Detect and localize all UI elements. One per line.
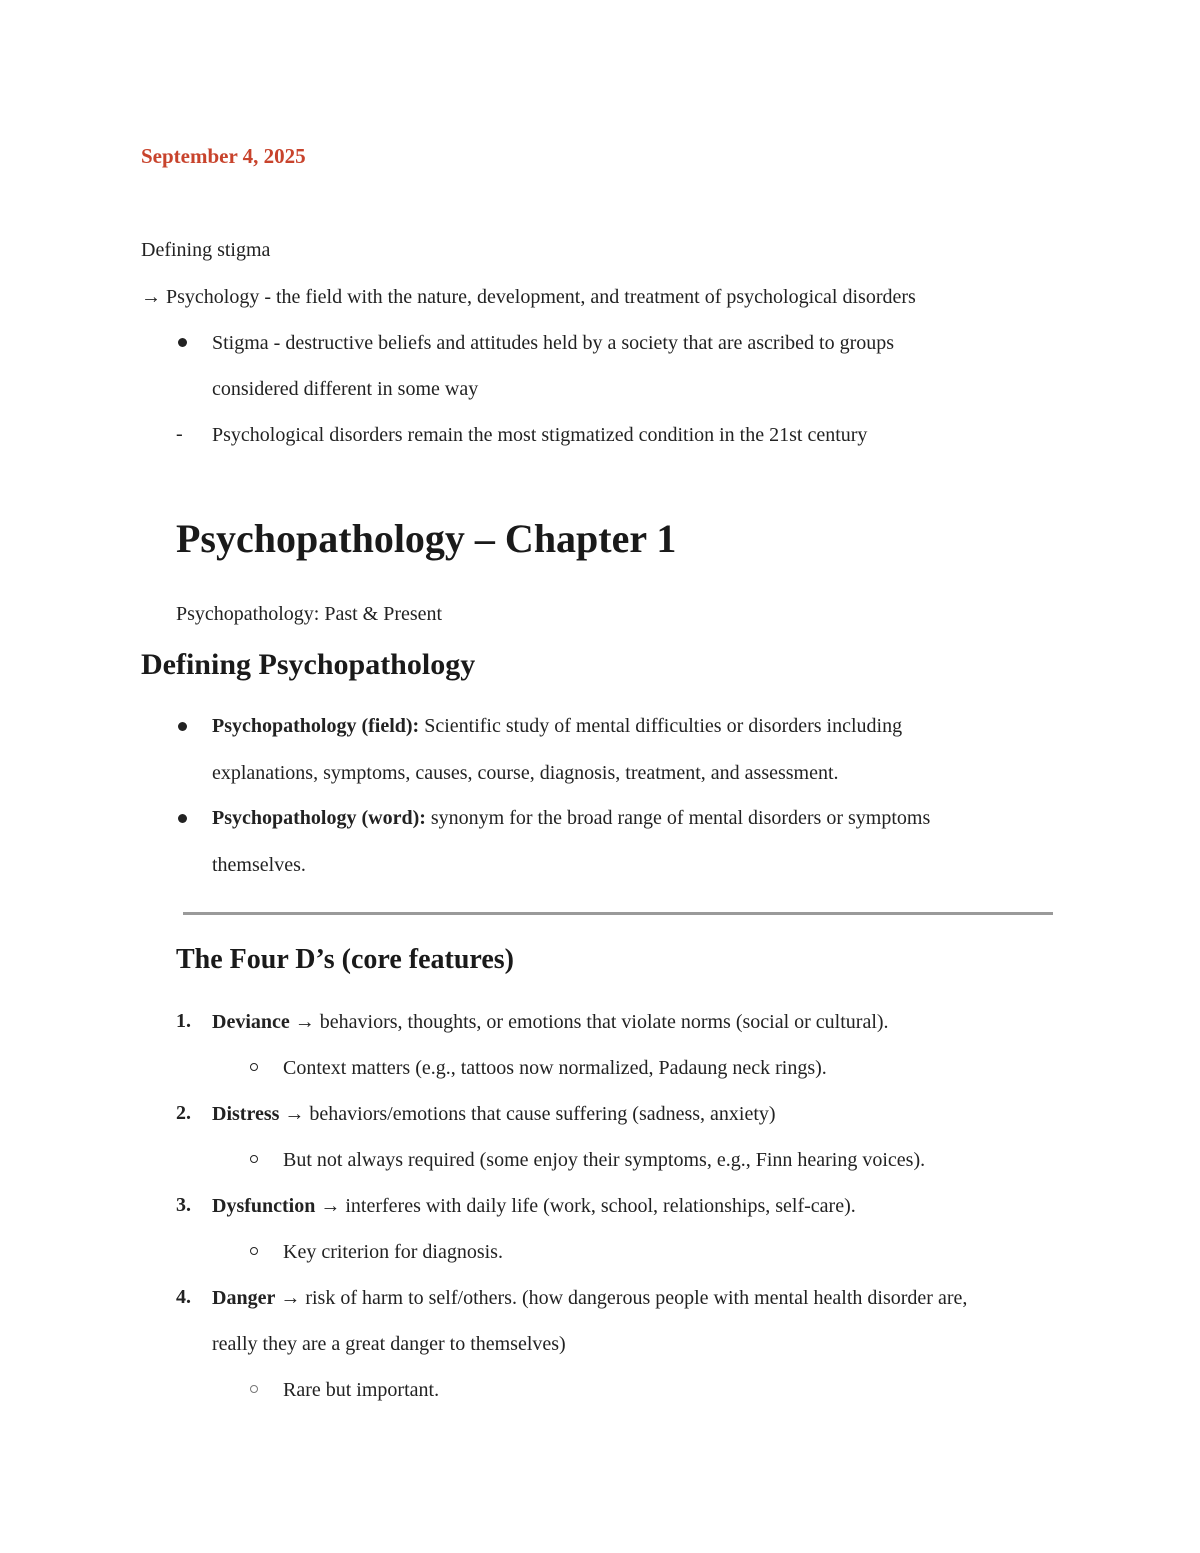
circle-bullet-icon	[250, 1385, 258, 1393]
list-item-danger	[212, 1286, 967, 1310]
list-number: 3.	[176, 1194, 191, 1216]
stigma-definition-line1: Stigma - destructive beliefs and attitudes held by a society that are ascribed to groups	[212, 332, 895, 354]
sub-item: Key criterion for diagnosis.	[283, 1241, 503, 1263]
dash-marker: -	[176, 423, 183, 445]
chapter-subtitle: Psychopathology: Past & Present	[176, 603, 443, 625]
list-number: 4.	[176, 1286, 191, 1308]
bullet-icon	[178, 722, 187, 731]
circle-bullet-icon	[250, 1155, 258, 1163]
list-text: → behaviors/emotions that cause suffering (sadness, anxiety)	[279, 1103, 776, 1125]
definition-term: Psychopathology (word):	[212, 807, 426, 829]
horizontal-divider	[183, 912, 1053, 915]
sub-item: But not always required (some enjoy their symptoms, e.g., Finn hearing voices).	[283, 1149, 926, 1171]
list-term: Danger	[212, 1287, 276, 1309]
definition-text: synonym for the broad range of mental disorders or symptoms	[425, 807, 931, 829]
list-number: 2.	[176, 1102, 191, 1124]
sub-item: Context matters (e.g., tattoos now normalized, Padaung neck rings).	[283, 1057, 827, 1079]
list-item-dysfunction	[212, 1194, 856, 1218]
date-heading: September 4, 2025	[141, 144, 306, 168]
dash-item: Psychological disorders remain the most stigmatized condition in the 21st century	[212, 424, 868, 446]
list-text: → interferes with daily life (work, school, relationships, self-care).	[315, 1195, 856, 1217]
list-term: Distress	[212, 1103, 280, 1125]
list-text: → behaviors, thoughts, or emotions that violate norms (social or cultural).	[289, 1011, 889, 1033]
definition-text: Scientific study of mental difficulties or disorders including	[419, 715, 903, 737]
list-item-deviance	[212, 1010, 889, 1034]
list-text: → risk of harm to self/others. (how dangerous people with mental health disorder are,	[275, 1287, 968, 1309]
definition-field-line1	[212, 714, 902, 738]
sub-item: Rare but important.	[283, 1379, 440, 1401]
circle-bullet-icon	[250, 1247, 258, 1255]
circle-bullet-icon	[250, 1063, 258, 1071]
definition-term: Psychopathology (field):	[212, 715, 420, 737]
section-heading-defining: Defining Psychopathology	[141, 648, 476, 681]
list-number: 1.	[176, 1010, 191, 1032]
bullet-icon	[178, 338, 187, 347]
intro-arrow-line: → Psychology - the field with the nature, development, and treatment of psychological disorders	[141, 286, 916, 308]
bullet-icon	[178, 814, 187, 823]
intro-heading: Defining stigma	[141, 239, 271, 261]
list-term: Dysfunction	[212, 1195, 316, 1217]
definition-word-line2: themselves.	[212, 854, 306, 876]
stigma-definition-line2: considered different in some way	[212, 378, 479, 400]
list-item-distress	[212, 1102, 776, 1126]
chapter-title: Psychopathology – Chapter 1	[176, 516, 677, 561]
definition-field-line2: explanations, symptoms, causes, course, diagnosis, treatment, and assessment.	[212, 762, 839, 784]
list-item-danger-line2: really they are a great danger to themselves)	[212, 1333, 566, 1355]
list-term: Deviance	[212, 1011, 290, 1033]
section-heading-four-ds: The Four D’s (core features)	[176, 944, 514, 975]
definition-word-line1	[212, 806, 930, 830]
